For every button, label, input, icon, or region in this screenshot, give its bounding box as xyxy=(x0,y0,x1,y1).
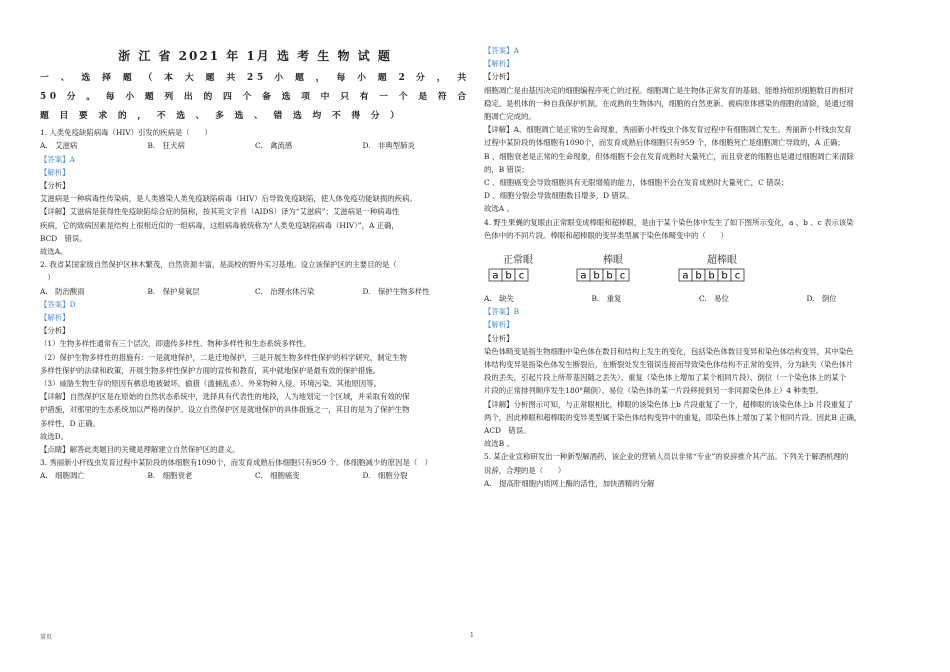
svg-text:b: b xyxy=(505,270,512,282)
segment-b xyxy=(502,269,515,282)
q3-analysis-line: 故选A 。 xyxy=(484,204,514,214)
q4-analysis-line: 段的丢失，引起片段上所带基因随之丢失）、重复（染色体上增加了某个相同片段）、倒位（一个染色体上的某个 xyxy=(484,373,847,383)
q3-analysis-line: D 、细胞分裂会导致细胞数目增多，D 错误。 xyxy=(484,191,634,201)
ultra-bar-eye-label: 超棒眼 xyxy=(707,254,737,266)
svg-text:b: b xyxy=(695,270,702,282)
q5-option-a: A. 提高肝细胞内质网上酶的活性，加快酒精的分解 xyxy=(484,478,655,488)
svg-text:a: a xyxy=(492,270,499,282)
svg-text:b: b xyxy=(721,270,728,282)
q4-analysis-tag: 【解析】 xyxy=(484,320,514,330)
q4-options xyxy=(484,292,914,305)
segment-b xyxy=(705,269,718,282)
q1-options xyxy=(40,139,470,152)
q2-analysis-line: 多样性，D 正确。 xyxy=(40,418,101,428)
q3-options xyxy=(40,469,470,482)
segment-b xyxy=(692,269,705,282)
q2-analysis-line: 【点睛】解答此类题目的关键是理解建立自然保护区的意义。 xyxy=(40,445,240,455)
q2-analysis-line: （2）保护生物多样性的措施有：一是就地保护，二是迁地保护，三是开展生物多样性保护的科学研究，制定生物 xyxy=(40,352,407,362)
q4-option-d: D. 倒位 xyxy=(806,294,837,304)
q3-analysis-line: 的，B 错误； xyxy=(484,164,529,174)
chromosome-figure xyxy=(488,248,914,282)
segment-b xyxy=(590,269,603,282)
svg-text:b: b xyxy=(708,270,715,282)
q4-analysis-line: 两个，因此棒眼和超棒眼的变异类型属于染色体结构变异中的重复，即染色体上增加了某个相同片段。因此B 正确， xyxy=(484,412,862,422)
right-page-footer: 1 xyxy=(470,632,474,639)
q2-options xyxy=(40,285,470,298)
q4-analysis-line: 体结构变异是指染色体发生断裂后，在断裂处发生错误连接而导致染色体结构不正常的变异，分为缺失（染色体片 xyxy=(484,360,854,370)
segment-a xyxy=(489,269,502,282)
q3-analysis-line: 稳定、是机体的一种自我保护机制。在成熟的生物体内，细胞的自然更新、被病原体感染的细胞的清除，是通过细 xyxy=(484,98,854,108)
svg-text:c: c xyxy=(518,270,525,282)
segment-c xyxy=(515,269,528,282)
q2-option-a: A. 防治酸雨 xyxy=(40,286,85,296)
q1-option-b: B. 狂犬病 xyxy=(147,141,185,151)
q4-answer: 【答案】B xyxy=(484,307,519,317)
q4-analysis-head: 【分析】 xyxy=(484,333,514,343)
q1-analysis-tag: 【解析】 xyxy=(40,167,70,177)
q3-analysis-line: 胞凋亡完成的。 xyxy=(484,112,536,122)
segment-a xyxy=(679,269,692,282)
q2-answer: 【答案】D xyxy=(40,299,76,309)
q4-analysis-line: 染色体畸变是指生物细胞中染色体在数目和结构上发生的变化，包括染色体数目变异和染色体结构变异，其中染色 xyxy=(484,346,854,356)
bar-eye-label: 棒眼 xyxy=(603,254,623,266)
section-header: 一 、 选 择 题 （ 本 大 题 共 25 小 题 ， 每 小 题 2 分 ， 共 50 分 。 每 小 题 列 出 的 四 个 备 选 项 中 只 有 一 个 是 符 合 题 目 要 求 的 ， 不 选 、 多 选 、 错 选 均 不 得 分 ） xyxy=(40,73,470,122)
q3-option-b: B. 细胞衰老 xyxy=(147,471,193,481)
left-column xyxy=(40,0,470,483)
normal-eye-label: 正常眼 xyxy=(503,254,533,266)
segment-c xyxy=(731,269,744,282)
q1-option-c: C. 禽流感 xyxy=(255,141,293,151)
svg-text:a: a xyxy=(580,270,587,282)
ultra-bar-eye-segments xyxy=(678,268,766,282)
q1-answer: 【答案】A xyxy=(40,154,75,164)
q2-option-c: C. 治理水体污染 xyxy=(255,286,315,296)
q3-stem: 3. 秀丽新小杆线虫发育过程中某阶段的体细胞有1090个，而发育成熟后体细胞只有959 个。体细胞减少的原因是（ ） xyxy=(40,458,433,468)
q3-option-d: D. 细胞分裂 xyxy=(362,471,408,481)
q3-analysis-line: 【详解】A、细胞凋亡是正常的生命现象，秀丽新小杆线虫个体发育过程中有细胞凋亡发生。秀丽新小杆线虫发育 xyxy=(484,125,852,135)
q1-analysis-line: 艾滋病是一种病毒性传染病，是人类感染人类免疫缺陷病毒（HIV）后导致免疫缺陷，使人体免疫功能缺损的疾病。 xyxy=(40,194,417,204)
q3-option-c: C. 细胞癌变 xyxy=(255,471,300,481)
q2-option-d: D. 保护生物多样性 xyxy=(362,286,430,296)
q1-analysis-line: 故选A。 xyxy=(40,247,68,257)
q3-analysis-line: B 、细胞衰老是正常的生命现象，但体细胞不会在发育成熟时大量死亡，而且衰老的细胞也是通过细胞凋亡来清除 xyxy=(484,151,854,161)
q2-analysis-line: 多样性保护的法律和政策，开展生物多样性保护方面的宣传和教育，其中就地保护是最有效的保护措施。 xyxy=(40,365,380,375)
q5-stem-cont: 说辞，合理的是（ ） xyxy=(484,465,566,475)
q2-option-b: B. 保护臭氧层 xyxy=(147,286,200,296)
q1-analysis-line: 疾病，它的致病因素是结构上很相近似的一组病毒，这组病毒被统称为“人类免疫缺陷病毒（HIV）”，A 正确， xyxy=(40,220,399,230)
svg-text:b: b xyxy=(593,270,600,282)
bar-eye-segments xyxy=(576,268,650,282)
q3-analysis-head: 【分析】 xyxy=(484,72,514,82)
q3-answer: 【答案】A xyxy=(484,46,519,55)
q1-option-d: D. 非典型肺炎 xyxy=(362,141,415,151)
q4-stem-cont: 色体中的不同片段。棒眼和超棒眼的变异类型属于染色体畸变中的（ ） xyxy=(484,230,728,240)
q1-analysis-head: 【分析】 xyxy=(40,181,70,191)
svg-text:a: a xyxy=(682,270,689,282)
right-column xyxy=(484,44,914,490)
page-title: 浙 江 省 2021 年 1月 选 考 生 物 试 题 xyxy=(118,49,392,63)
ultra-bar-eye-chromosome xyxy=(678,254,766,282)
q4-analysis-line: 故选B 。 xyxy=(484,439,514,449)
q3-analysis-tag: 【解析】 xyxy=(484,59,514,69)
svg-text:b: b xyxy=(606,270,613,282)
q4-stem: 4. 野生果蝇的复眼由正常眼变成棒眼和超棒眼，是由于某个染色体中发生了如下图所示变化，a 、b 、c 表示该染 xyxy=(484,217,854,227)
segment-b xyxy=(603,269,616,282)
q2-analysis-tag: 【解析】 xyxy=(40,313,70,323)
q1-analysis-line: BCD 错误。 xyxy=(40,233,87,243)
q3-analysis-line: C 、细胞癌变会导致细胞具有无限增殖的能力，体细胞不会在发育成熟时大量死亡，C 错误； xyxy=(484,178,789,188)
svg-text:c: c xyxy=(619,270,626,282)
q4-option-a: A. 缺失 xyxy=(484,294,514,304)
q2-analysis-line: 护措施，对那里的生态系统加以严格的保护。设立自然保护区是就地保护的具体措施之一，其目的是为了保护生物 xyxy=(40,405,410,415)
q4-analysis-line: ACD 错误。 xyxy=(484,426,531,436)
q3-option-a: A. 细胞凋亡 xyxy=(40,471,85,481)
q2-analysis-line: 【详解】自然保护区是在原始的自然状态系统中，选择具有代表性的地段，人为地划定一个区域，并采取有效的保 xyxy=(40,392,410,402)
q2-analysis-head: 【分析】 xyxy=(40,326,70,336)
q1-analysis-line: 【详解】艾滋病是获得性免疫缺陷综合症的简称，按其英文字首（AIDS）译为“艾滋病”；艾滋病是一种病毒性 xyxy=(40,207,400,217)
q1-option-a: A. 艾滋病 xyxy=(40,141,78,151)
q1-stem: 1. 人类免疫缺陷病毒（HIV）引发的疾病是（ ） xyxy=(40,128,212,138)
segment-c xyxy=(616,269,629,282)
q4-option-c: C. 易位 xyxy=(699,294,729,304)
left-page-footer: 第页 xyxy=(40,634,53,641)
q3-analysis-line: 过程中某阶段的体细胞有1090个，而发育成熟后体细胞只有959 个，体细胞死亡是细胞凋亡导致的，A 正确； xyxy=(484,138,845,148)
q4-option-b: B. 重复 xyxy=(591,294,622,304)
q2-analysis-line: 故选D。 xyxy=(40,431,69,441)
q2-stem: 2. 我省某国家级自然保护区林木繁茂，自然资源丰富，是高校的野外实习基地。设立该保护区的主要目的是（ xyxy=(40,260,397,270)
segment-b xyxy=(718,269,731,282)
segment-a xyxy=(577,269,590,282)
q2-stem-cont: ） xyxy=(40,273,55,283)
q3-analysis-line: 细胞凋亡是由基因决定的细胞编程序死亡的过程。细胞凋亡是生物体正常发育的基础、能维持组织细胞数目的相对 xyxy=(484,85,854,95)
q4-analysis-line: 【详解】分析图示可知，与正常眼相比，棒眼的该染色体上b 片段重复了一个，超棒眼的该染色体上b 片段重复了 xyxy=(484,399,853,409)
svg-text:c: c xyxy=(734,270,741,282)
q2-analysis-line: （1）生物多样性通常有三个层次，即遗传多样性、物种多样性和生态系统多样性。 xyxy=(40,339,311,349)
q2-analysis-line: （3）威胁生物生存的原因有栖息地被破坏、偷猎（滥捕乱杀）、外来物种入侵、环境污染、其他原因等。 xyxy=(40,379,381,389)
q5-stem: 5. 某企业宣称研发出一种新型解酒药，该企业的营销人员以非常“专业”的说辞推介其产品。下列关于解酒机理的 xyxy=(484,452,849,462)
normal-eye-chromosome xyxy=(488,254,548,282)
q4-analysis-line: 片段的正常排列顺序发生180°颠倒）、易位（染色体的某一片段移接到另一非同源染色体上）4 种类型。 xyxy=(484,386,823,396)
bar-eye-chromosome xyxy=(576,254,650,282)
normal-eye-segments xyxy=(488,268,548,282)
